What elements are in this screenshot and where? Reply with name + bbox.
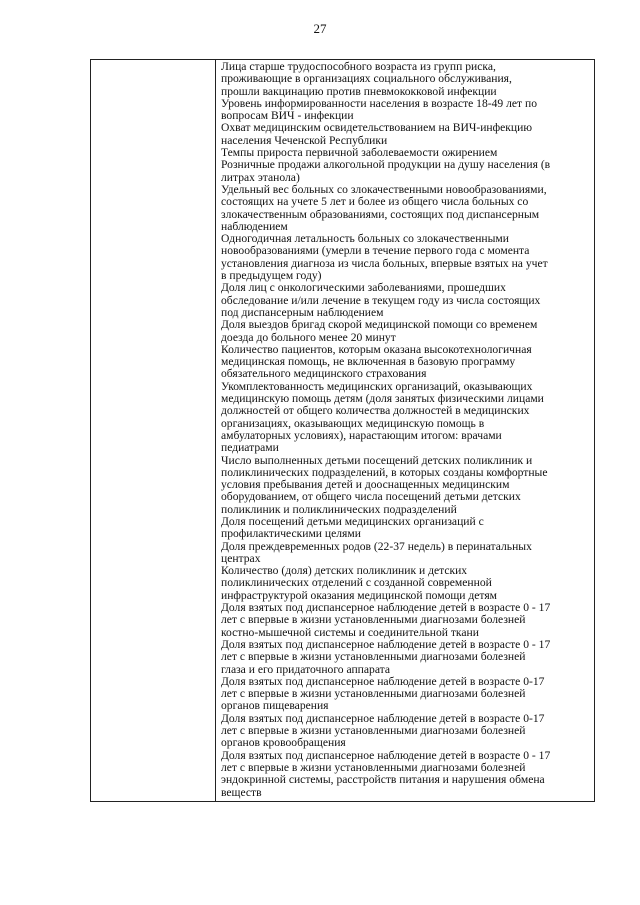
indicator-item: Доля лиц с онкологическими заболеваниями, прошедших обследование и/или лечение в текущем году из числа состоящих под диспансерным наблюдением <box>221 281 541 319</box>
indicator-item: Удельный вес больных со злокачественными новообразованиями, состоящих на учете 5 лет и более из общего числа больных со злокачественным образованиями, состоящих под диспансерным наблюдением <box>221 182 547 233</box>
indicator-item: Количество пациентов, которым оказана высокотехнологичная медицинская помощь, не включенная в базовую программу обязательного медицинского страхования <box>221 342 532 381</box>
indicator-item: Доля выездов бригад скорой медицинской помощи со временем доезда до больного менее 20 минут <box>221 318 538 344</box>
indicator-item: Доля взятых под диспансерное наблюдение детей в возрасте 0 - 17 лет с впервые в жизни установленными диагнозами болезней глаза и его придаточного аппарата <box>221 637 551 676</box>
indicator-item: Розничные продажи алкогольной продукции на душу населения (в литрах этанола) <box>221 158 551 184</box>
left-empty-cell <box>91 60 216 802</box>
indicators-table <box>90 59 595 802</box>
indicator-item: Одногодичная летальность больных со злокачественными новообразованиями (умерли в течение первого года с момента установления диагноза из числа больных, впервые взятых на учет в предыдущем году) <box>221 232 548 283</box>
indicator-item: Доля взятых под диспансерное наблюдение детей в возрасте 0 - 17 лет с впервые в жизни установленными диагнозами болезней эндокринной системы, расстройств питания и нарушения обмена веществ <box>221 748 551 799</box>
indicators-cell <box>216 60 595 802</box>
indicator-item: Количество (доля) детских поликлиник и детских поликлинических отделений с созданной современной инфраструктурой оказания медицинской помощи детям <box>221 564 498 602</box>
left-cell-text <box>91 60 215 63</box>
page-number: 27 <box>313 21 327 36</box>
indicator-item: Доля преждевременных родов (22-37 недель) в перинатальных центрах <box>221 539 532 565</box>
indicator-item: Лица старше трудоспособного возраста из групп риска, проживающие в организациях социального обслуживания, прошли вакцинацию против пневмококковой инфекции <box>221 60 512 98</box>
indicator-item: Доля взятых под диспансерное наблюдение детей в возрасте 0-17 лет с впервые в жизни установленными диагнозами болезней органов пищеварения <box>221 674 545 713</box>
indicator-item: Число выполненных детьми посещений детских поликлиник и поликлинических подразделений, в которых созданы комфортные условия пребывания детей и дооснащенных медицинским оборудованием, от общего числа посещений детьми детских поликлиник и поликлинических подразделений <box>221 453 548 516</box>
indicator-item: Доля взятых под диспансерное наблюдение детей в возрасте 0 - 17 лет с впервые в жизни установленными диагнозами болезней костно-мышечной системы и соединительной ткани <box>221 601 551 639</box>
indicator-item: Уровень информированности населения в возрасте 18-49 лет по вопросам ВИЧ - инфекции <box>221 96 538 123</box>
indicator-item: Доля посещений детьми медицинских организаций с профилактическими целями <box>221 514 484 541</box>
indicator-item: Охват медицинским освидетельствованием на ВИЧ-инфекцию населения Чеченской Республики <box>221 121 532 147</box>
table-row <box>91 60 595 802</box>
indicators-list <box>216 60 594 801</box>
indicator-item: Укомплектованность медицинских организаций, оказывающих медицинскую помощь детям (доля занятых физическими лицами должностей от общего количества должностей в медицинских организациях, оказывающих медицинскую помощь в амбулаторных условиях), нарастающим итогом: врачами педиатрами <box>221 379 544 455</box>
indicator-item: Темпы прироста первичной заболеваемости ожирением <box>221 146 498 160</box>
indicator-item: Доля взятых под диспансерное наблюдение детей в возрасте 0-17 лет с впервые в жизни установленными диагнозами болезней органов кровообращения <box>221 711 545 750</box>
